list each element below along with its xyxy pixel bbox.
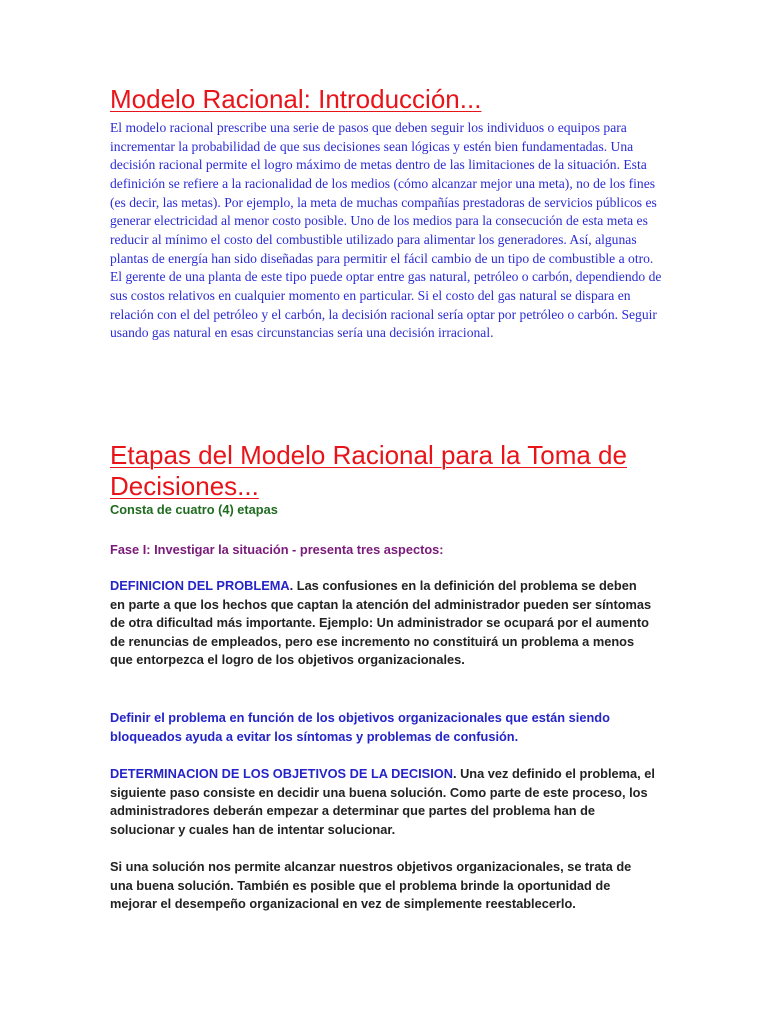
intro-paragraph: El modelo racional prescribe una serie de pasos que deben seguir los individuos o equipos para incrementar la probabilidad de que sus decisiones sean lógicas y estén bien fundamentadas. Una decisión racional permite el logro máximo de metas dentro de las limitaciones de la situación. Esta definición se refiere a la racionalidad de los medios (cómo alcanzar mejor una meta), no de los fines (es decir, las metas). Por ejemplo, la meta de muchas compañías prestadoras de servicios públicos es generar electricidad al menor costo posible. Uno de los medios para la consecución de esta meta es reducir al mínimo el costo del combustible utilizado para alimentar los generadores. Así, algunas plantas de energía han sido diseñadas para permitir el fácil cambio de un tipo de combustible a otro. El gerente de una planta de este tipo puede optar entre gas natural, petróleo o carbón, dependiendo de sus costos relativos en cualquier momento en particular. Si el costo del gas natural se dispara en relación con el del petróleo y el carbón, la decisión racional sería optar por petróleo o carbón. Seguir usando gas natural en esas circunstancias sería una decisión irracional. xyxy=(110,120,662,341)
keyword-determinacion-objetivos: DETERMINACION DE LOS OBJETIVOS DE LA DECISION xyxy=(110,766,453,781)
keyword-definicion-problema: DEFINICION DEL PROBLEMA xyxy=(110,578,290,593)
paragraph-determinacion-objetivos xyxy=(110,765,655,839)
paragraph-definir-problema: Definir el problema en función de los objetivos organizacionales que están siendo bloqueados ayuda a evitar los síntomas y problemas de confusión. xyxy=(110,710,610,744)
paragraph-text: . Una vez definido el problema, el siguiente paso consiste en decidir una buena solución. Como parte de este proceso, los administradores deberán empezar a determinar que partes del problema han de solucionar y cuales han de intentar solucionar. xyxy=(110,766,655,837)
stages-subtitle: Consta de cuatro (4) etapas xyxy=(110,502,278,517)
section-title-introduccion: Modelo Racional: Introducción... xyxy=(110,84,482,114)
paragraph-definicion-problema xyxy=(110,577,655,670)
section-title-etapas: Etapas del Modelo Racional para la Toma de Decisiones... xyxy=(110,440,627,501)
paragraph-text: . Las confusiones en la definición del problema se deben en parte a que los hechos que captan la atención del administrador pueden ser síntomas de otra dificultad más importante. Ejemplo: Un administrador se ocupará por el aumento de renuncias de empleados, pero ese incremento no constituirá un problema a menos que entorpezca el logro de los objetivos organizacionales. xyxy=(110,578,652,667)
phase-heading: Fase I: Investigar la situación - presenta tres aspectos: xyxy=(110,542,444,557)
paragraph-buena-solucion: Si una solución nos permite alcanzar nuestros objetivos organizacionales, se trata de una buena solución. También es posible que el problema brinde la oportunidad de mejorar el desempeño organizacional en vez de simplemente reestablecerlo. xyxy=(110,859,632,911)
